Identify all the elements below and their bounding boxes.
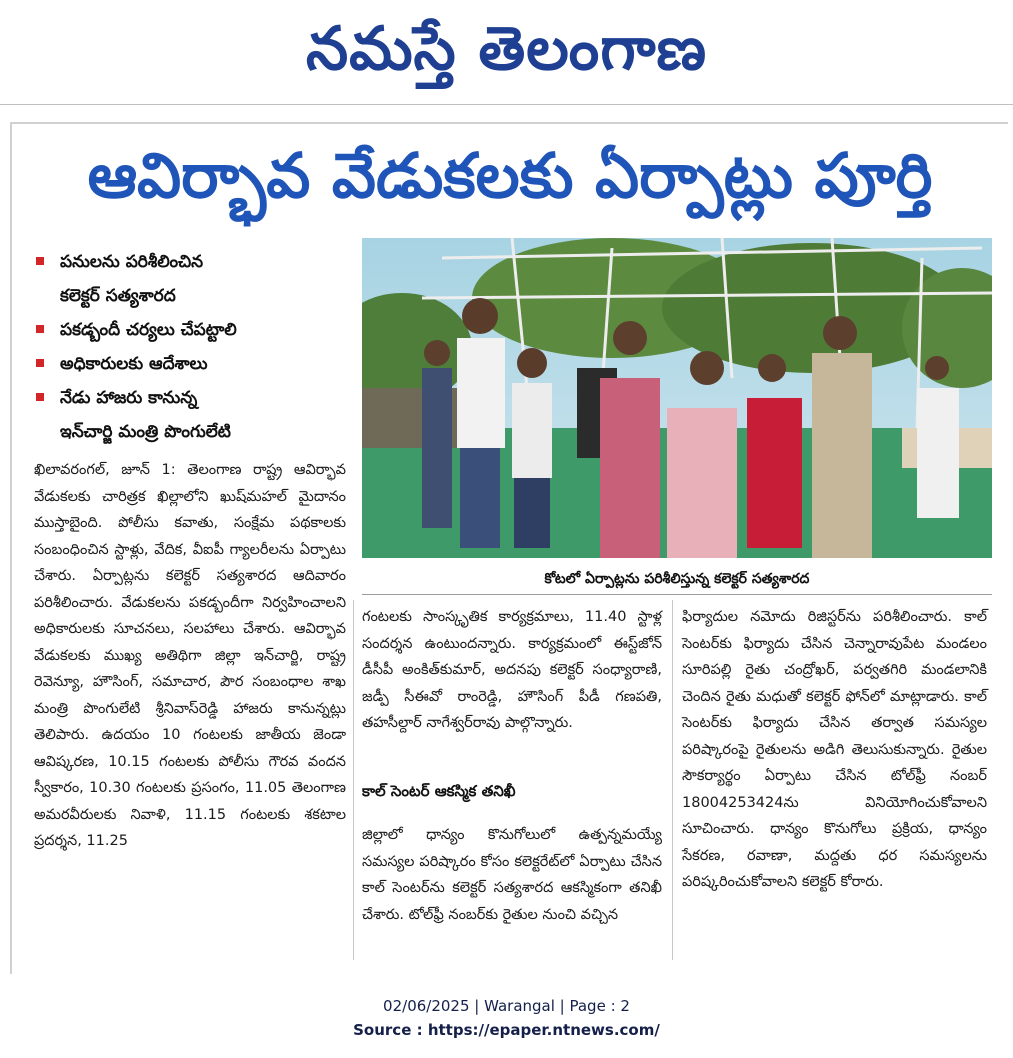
bullet-square-icon bbox=[36, 257, 44, 265]
highlights-list bbox=[32, 245, 352, 449]
article-paragraph: ఫిర్యాదుల నమోదు రిజిస్టర్‌ను పరిశీలించారు. కాల్ సెంటర్‌కు ఫిర్యాదు చేసిన చెన్నారావుపేట మండలం సూరిపల్లి రైతు చంద్రోఖర్, పర్వతగిరి మండలానికి చెందిన రైతు మధుతో కలెక్టర్ ఫోన్‌లో మాట్లాడారు. కాల్ సెంటర్‌కు ఫిర్యాదు చేసిన తర్వాత సమస్యల పరిష్కారంపై రైతులను అడిగి తెలుసుకున్నారు. రైతుల సౌకర్యార్థం ఏర్పాటు చేసిన టోల్‌ఫ్రీ నంబర్ 18004253424ను వినియోగించుకోవాలని సూచించారు. ధాన్యం కొనుగోలు ప్రక్రియ, ధాన్యం సేకరణ, రవాణా, మద్దతు ధర సమస్యలను పరిష్కరించుకోవాలని కలెక్టర్ కోరారు. bbox=[682, 609, 987, 890]
highlight-text: అధికారులకు ఆదేశాలు bbox=[60, 354, 208, 374]
column-divider bbox=[353, 600, 354, 960]
highlight-item bbox=[32, 245, 352, 313]
photo-illustration bbox=[362, 238, 992, 558]
bullet-square-icon bbox=[36, 325, 44, 333]
bullet-square-icon bbox=[36, 359, 44, 367]
news-photo bbox=[362, 238, 992, 558]
page-footer bbox=[0, 994, 1013, 1042]
article-paragraph: ఖిలావరంగల్, జూన్ 1: తెలంగాణ రాష్ట్ర ఆవిర్భావ వేడుకలకు చారిత్రక ఖిల్లాలోని ఖుష్‌మహల్ మైదానం ముస్తాబైంది. పోలీసు కవాతు, సంక్షేమ పథకాలకు సంబంధించిన స్టాళ్లు, వేదిక, వీఐపీ గ్యాలరీలను ఏర్పాటు చేశారు. ఏర్పాట్లను కలెక్టర్ సత్యశారద ఆదివారం పరిశీలించారు. వేడుకలను పకడ్బందీగా నిర్వహించాలని అధికారులకు సూచనలు, సలహాలు చేశారు. ఆవిర్భావ వేడుకలకు ముఖ్య అతిథిగా జిల్లా ఇన్‌చార్జి, రాష్ట్ర రెవెన్యూ, హౌసింగ్, సమాచార, పౌర సంబంధాల శాఖ మంత్రి పొంగులేటి శ్రీనివాస్‌రెడ్డి హాజరు కానున్నట్లు తెలిపారు. ఉదయం 10 గంటలకు జాతీయ జెండా ఆవిష్కరణ, 10.15 గంటలకు పోలీసు గౌరవ వందన స్వీకారం, 10.30 గంటలకు ప్రసంగం, 11.05 తెలంగాణ అమరవీరులకు నివాళి, 11.15 గంటలకు శకటాల ప్రదర్శన, 11.25 bbox=[34, 462, 346, 849]
highlight-item bbox=[32, 347, 352, 381]
masthead-divider bbox=[0, 104, 1013, 105]
article-column-3 bbox=[682, 604, 987, 896]
highlight-item bbox=[32, 381, 352, 449]
highlight-text: కలెక్టర్ సత్యశారద bbox=[60, 286, 176, 306]
section-subheading: కాల్ సెంటర్ ఆకస్మిక తనిఖీ bbox=[362, 782, 516, 800]
article-paragraph: జిల్లాలో ధాన్యం కొనుగోలులో ఉత్పన్నమయ్యే సమస్యల పరిష్కారం కోసం కలెక్టరేట్‌లో ఏర్పాటు చేసిన కాల్ సెంటర్‌ను కలెక్టర్ సత్యశారద ఆకస్మికంగా తనిఖీ చేశారు. టోల్‌ఫ్రీ నంబర్‌కు రైతుల నుంచి వచ్చిన bbox=[362, 827, 662, 923]
footer-date-info: 02/06/2025 | Warangal | Page : 2 bbox=[383, 997, 630, 1015]
footer-source: Source : https://epaper.ntnews.com/ bbox=[353, 1021, 660, 1039]
article-headline: ఆవిర్భావ వేడుకలకు ఏర్పాట్లు పూర్తి bbox=[87, 139, 933, 212]
bullet-square-icon bbox=[36, 393, 44, 401]
column-divider bbox=[672, 600, 673, 960]
highlight-item bbox=[32, 313, 352, 347]
newspaper-logo: నమస్తే తెలంగాణ bbox=[305, 14, 708, 84]
article-column-2 bbox=[362, 604, 662, 737]
highlight-text: ఇన్‌చార్జి మంత్రి పొంగులేటి bbox=[60, 422, 231, 442]
photo-caption: కోటలో ఏర్పాట్లను పరిశీలిస్తున్న కలెక్టర్ సత్యశారద bbox=[362, 564, 992, 595]
article-column-1 bbox=[34, 457, 346, 855]
article-column-2b bbox=[362, 822, 662, 928]
article-paragraph: గంటలకు సాంస్కృతిక కార్యక్రమాలు, 11.40 స్టాళ్ల సందర్శన ఉంటుందన్నారు. కార్యక్రమంలో ఈస్ట్‌జోన్ డీసీపీ అంకిత్‌కుమార్, అదనపు కలెక్టర్ సంధ్యారాణి, జడ్పీ సీఈవో రాంరెడ్డి, హౌసింగ్ పీడీ గణపతి, తహసీల్దార్ నాగేశ్వర్‌రావు పాల్గొన్నారు. bbox=[362, 609, 662, 731]
highlight-text: నేడు హాజరు కానున్న bbox=[60, 388, 198, 408]
highlight-text: పకడ్బందీ చర్యలు చేపట్టాలి bbox=[60, 320, 237, 340]
masthead bbox=[0, 0, 1013, 100]
highlight-text: పనులను పరిశీలించిన bbox=[60, 252, 204, 272]
